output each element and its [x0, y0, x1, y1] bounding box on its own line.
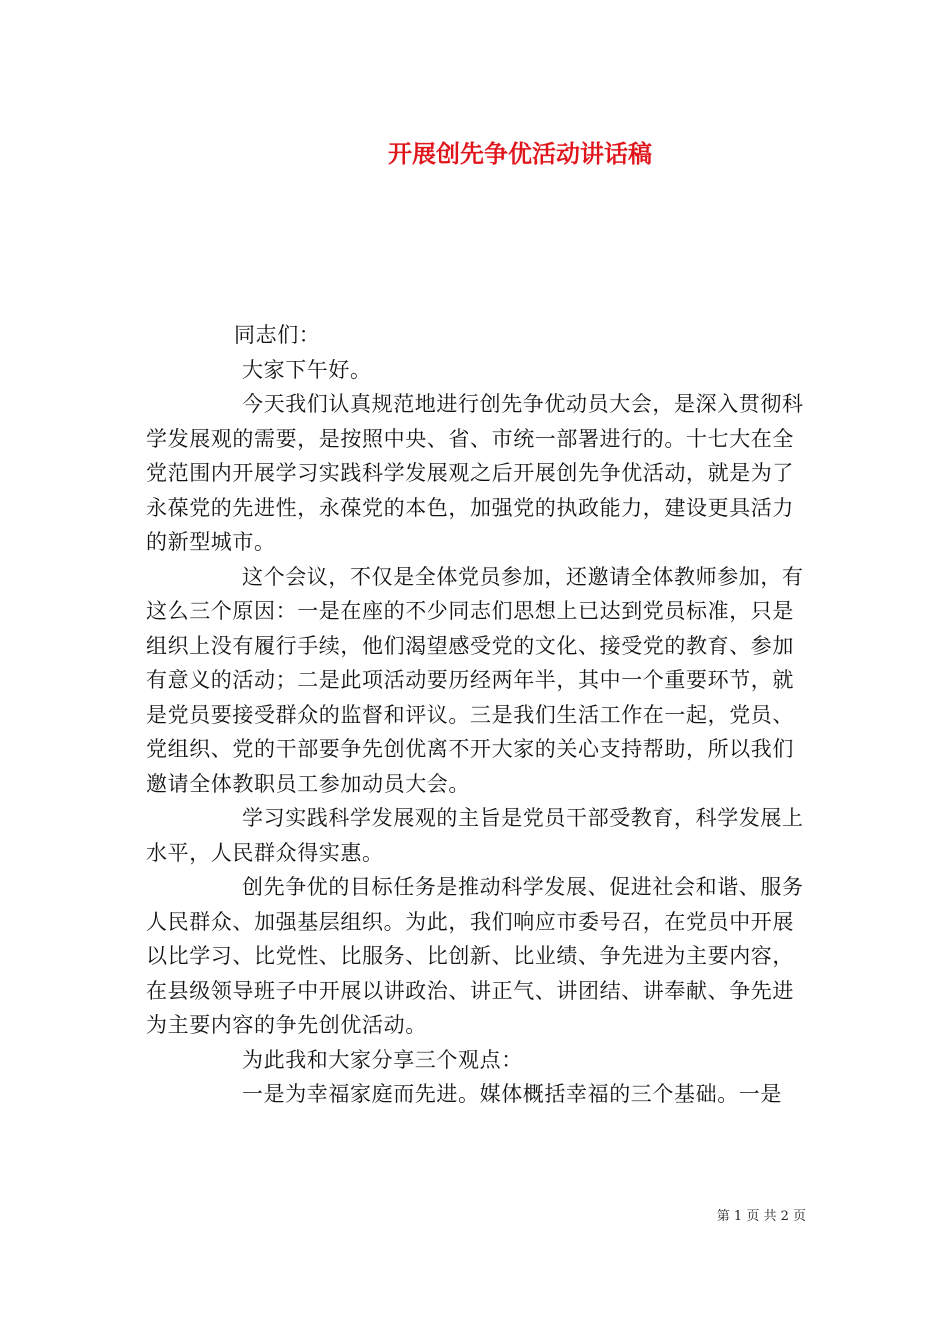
paragraph-2: 这个会议，不仅是全体党员参加，还邀请全体教师参加，有这么三个原因：一是在座的不少同志们思想上已达到党员标准，只是组织上没有履行手续，他们渴望感受党的文化、接受党的教育、参加有意义的活动；二是此项活动要历经两年半，其中一个重要环节，就是党员要接受群众的监督和评议。三是我们生活工作在一起，党员、党组织、党的干部要争先创优离不开大家的关心支持帮助，所以我们邀请全体教职员工参加动员大会。: [146, 564, 804, 796]
paragraph-3: 学习实践科学发展观的主旨是党员干部受教育，科学发展上水平，人民群众得实惠。: [146, 806, 804, 865]
salutation: 同志们：: [234, 323, 321, 347]
page-number: 第 1 页 共 2 页: [716, 1209, 806, 1224]
paragraph-6: 一是为幸福家庭而先进。媒体概括幸福的三个基础。一是: [242, 1082, 782, 1106]
document-body: [146, 318, 810, 1112]
paragraph-4: 创先争优的目标任务是推动科学发展、促进社会和谐、服务人民群众、加强基层组织。为此，我们响应市委号召，在党员中开展以比学习、比党性、比服务、比创新、比业绩、争先进为主要内容，在县级领导班子中开展以讲政治、讲正气、讲团结、讲奉献、争先进为主要内容的争先创优活动。: [146, 875, 804, 1037]
paragraph-5: 为此我和大家分享三个观点：: [242, 1047, 523, 1072]
document-title: 开展创先争优活动讲话稿: [388, 139, 652, 168]
greeting: 大家下午好。: [242, 357, 372, 382]
paragraph-1: 今天我们认真规范地进行创先争优动员大会，是深入贯彻科学发展观的需要，是按照中央、省、市统一部署进行的。十七大在全党范围内开展学习实践科学发展观之后开展创先争优活动，就是为了永葆党的先进性，永葆党的本色，加强党的执政能力，建设更具活力的新型城市。: [146, 392, 804, 554]
